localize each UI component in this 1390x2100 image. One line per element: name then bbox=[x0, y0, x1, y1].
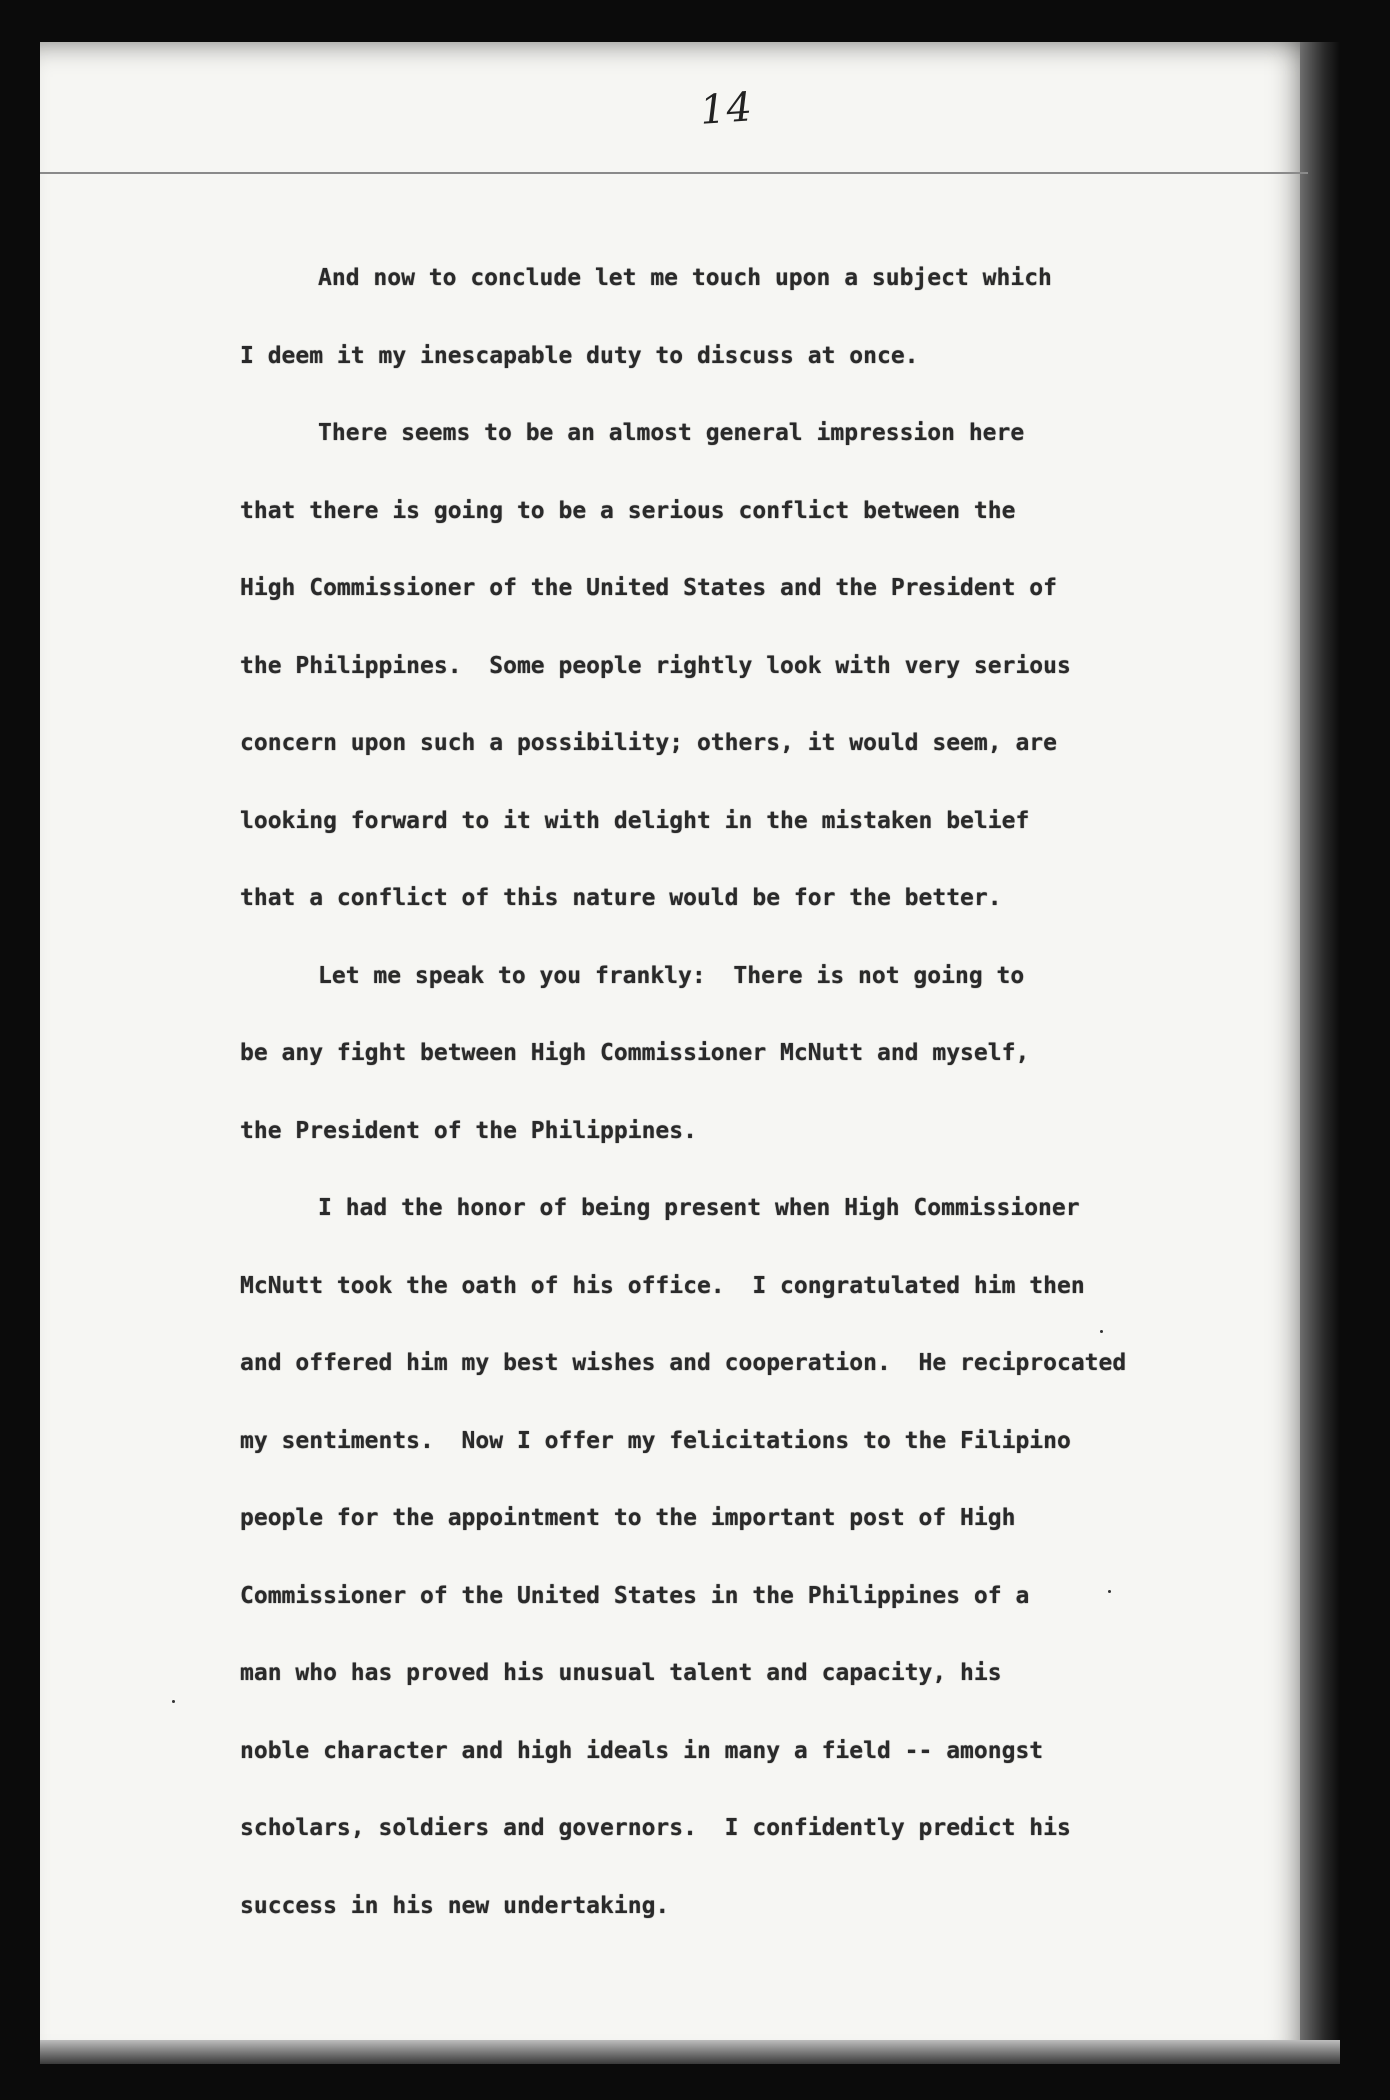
scan-speck bbox=[1100, 1330, 1103, 1333]
text-line: the Philippines. Some people rightly look with very serious bbox=[240, 652, 1071, 679]
text-line: scholars, soldiers and governors. I confidently predict his bbox=[240, 1815, 1071, 1841]
scan-speck bbox=[172, 1700, 175, 1703]
text-line: the President of the Philippines. bbox=[240, 1117, 697, 1144]
text-line: success in his new undertaking. bbox=[240, 1892, 670, 1919]
body-text bbox=[240, 240, 1270, 1945]
page-edge-shadow bbox=[1300, 42, 1340, 2052]
text-line: that a conflict of this nature would be for the better. bbox=[240, 885, 1002, 911]
text-line: High Commissioner of the United States and the President of bbox=[240, 575, 1057, 601]
scan-speck bbox=[1108, 1590, 1111, 1593]
page-number: 14 bbox=[698, 84, 755, 134]
page-bottom-edge bbox=[40, 2040, 1340, 2064]
header-rule bbox=[40, 172, 1308, 174]
text-line: I deem it my inescapable duty to discuss at once. bbox=[240, 342, 919, 369]
text-line: McNutt took the oath of his office. I congratulated him then bbox=[240, 1272, 1085, 1299]
text-line: Commissioner of the United States in the Philippines of a bbox=[240, 1582, 1030, 1609]
text-line: man who has proved his unusual talent and capacity, his bbox=[240, 1660, 1002, 1686]
text-line: I had the honor of being present when High Commissioner bbox=[318, 1195, 1080, 1221]
text-line: concern upon such a possibility; others, it would seem, are bbox=[240, 730, 1057, 756]
text-line: noble character and high ideals in many a field -- amongst bbox=[240, 1737, 1044, 1764]
text-line: And now to conclude let me touch upon a subject which bbox=[318, 265, 1052, 291]
text-line: and offered him my best wishes and cooperation. He reciprocated bbox=[240, 1350, 1127, 1376]
text-line: looking forward to it with delight in the mistaken belief bbox=[240, 807, 1030, 834]
text-line: that there is going to be a serious conflict between the bbox=[240, 497, 1016, 524]
text-line: Let me speak to you frankly: There is not going to bbox=[318, 962, 1025, 989]
text-line: be any fight between High Commissioner McNutt and myself, bbox=[240, 1040, 1030, 1066]
text-line: people for the appointment to the important post of High bbox=[240, 1505, 1016, 1531]
text-line: my sentiments. Now I offer my felicitations to the Filipino bbox=[240, 1427, 1071, 1454]
text-line: There seems to be an almost general impression here bbox=[318, 420, 1025, 446]
